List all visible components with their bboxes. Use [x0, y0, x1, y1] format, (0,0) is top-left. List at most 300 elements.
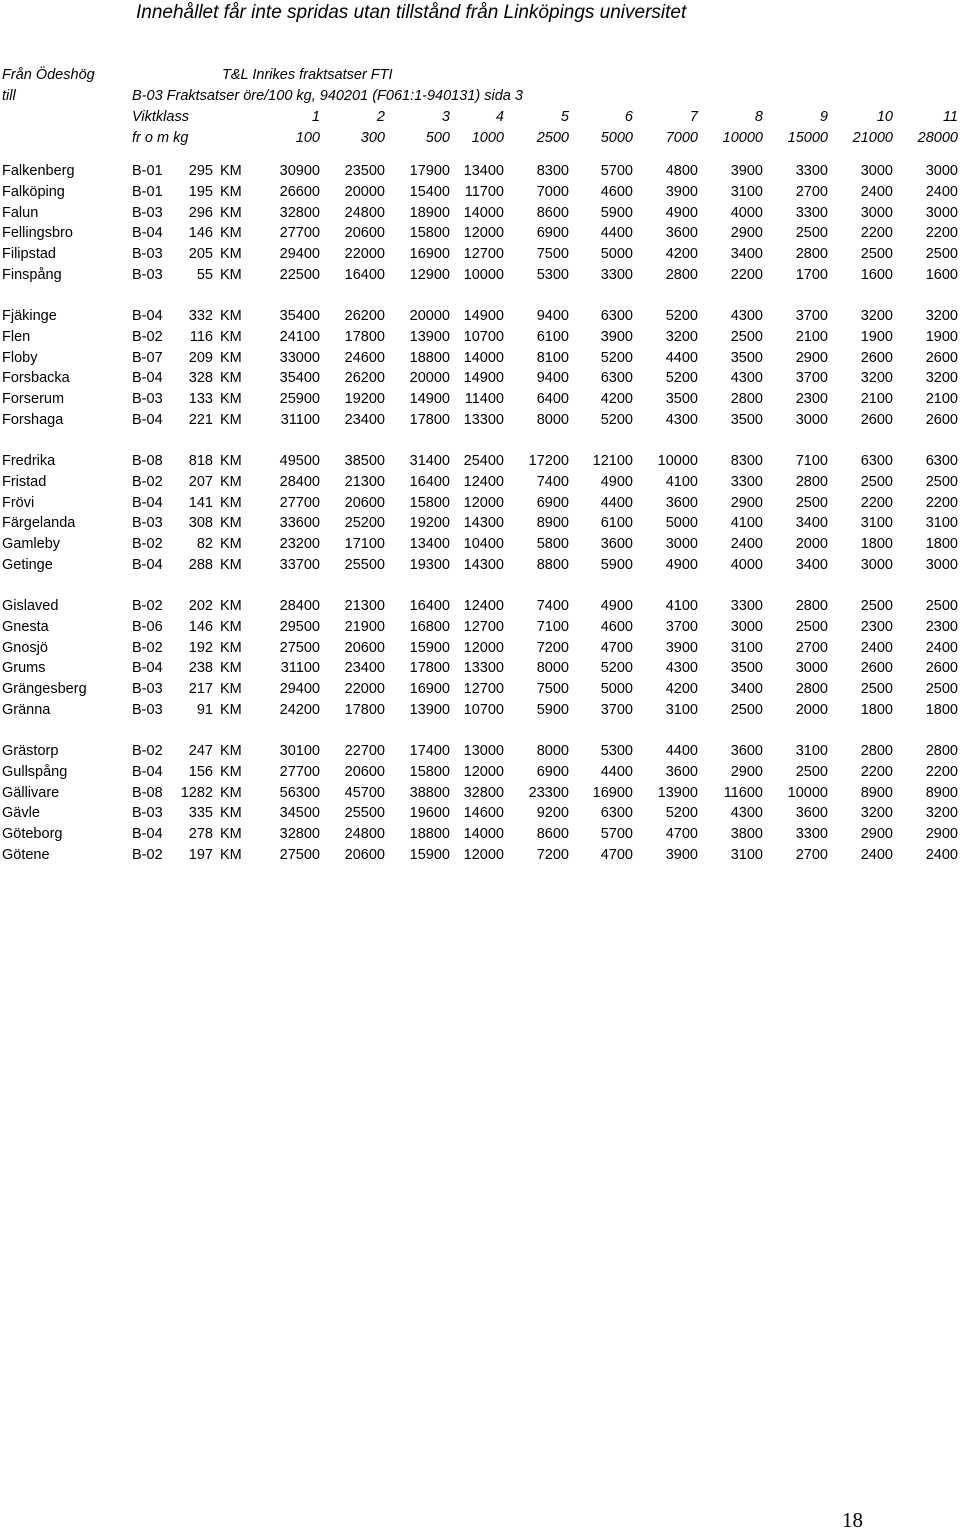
rate-cell-class-1: 29400	[279, 681, 320, 697]
unit-cell: KM	[220, 826, 242, 842]
distance-cell: 209	[188, 349, 213, 366]
rate-cell-class-2: 23400	[344, 660, 385, 677]
distance-cell: 247	[188, 743, 213, 759]
rate-cell-class-11: 2600	[925, 411, 958, 428]
rate-cell-class-11: 2400	[925, 183, 958, 200]
rate-cell-class-9: 7100	[795, 453, 828, 469]
rate-cell-class-7: 3600	[665, 225, 698, 242]
rate-cell-class-10: 1800	[860, 536, 893, 552]
rate-cell-class-8: 2800	[730, 391, 763, 407]
distance-cell: 278	[188, 826, 213, 842]
distance-cell: 288	[188, 556, 213, 573]
table-row	[0, 391, 960, 411]
rate-cell-class-2: 25200	[344, 515, 385, 532]
rate-cell-class-6: 12100	[592, 453, 633, 469]
rate-cell-class-2: 25500	[344, 805, 385, 822]
distance-cell: 82	[196, 536, 213, 552]
weight-threshold-1: 100	[295, 130, 320, 146]
rate-cell-class-7: 4900	[665, 204, 698, 221]
rate-cell-class-5: 8000	[536, 411, 569, 428]
zone-cell: B-01	[132, 183, 163, 200]
rate-cell-class-3: 18800	[409, 349, 450, 366]
zone-cell: B-02	[132, 639, 163, 656]
rate-cell-class-2: 21300	[344, 473, 385, 490]
unit-cell: KM	[220, 515, 242, 532]
destination-cell: Forshaga	[2, 411, 64, 428]
weight-threshold-6: 5000	[600, 130, 633, 146]
zone-cell: B-04	[132, 826, 163, 842]
rate-cell-class-1: 29400	[279, 246, 320, 262]
rate-cell-class-7: 4400	[665, 743, 698, 759]
rate-cell-class-2: 38500	[344, 453, 385, 469]
zone-cell: B-04	[132, 225, 163, 242]
distance-cell: 116	[189, 328, 213, 345]
rate-cell-class-10: 2400	[860, 846, 893, 863]
class-number-4: 4	[495, 109, 504, 125]
rate-cell-class-8: 3400	[730, 681, 763, 697]
rate-cell-class-3: 17800	[409, 411, 450, 428]
rate-cell-class-8: 3500	[730, 349, 763, 366]
table-row	[0, 225, 960, 245]
rate-cell-class-6: 4900	[600, 598, 633, 614]
rate-cell-class-3: 17400	[409, 743, 450, 759]
rate-cell-class-8: 3500	[730, 411, 763, 428]
rate-cell-class-4: 10400	[463, 536, 504, 552]
rate-cell-class-5: 7500	[536, 246, 569, 262]
rate-cell-class-1: 31100	[280, 411, 320, 428]
distance-cell: 141	[188, 494, 213, 511]
rate-cell-class-3: 15800	[409, 763, 450, 780]
rate-cell-class-4: 12000	[463, 846, 504, 863]
rate-cell-class-10: 2600	[860, 660, 893, 677]
rate-cell-class-1: 27700	[279, 763, 320, 780]
rate-cell-class-2: 23400	[344, 411, 385, 428]
rate-cell-class-9: 2900	[795, 349, 828, 366]
rate-cell-class-9: 3000	[795, 660, 828, 677]
rate-cell-class-9: 1700	[795, 266, 828, 283]
table-row	[0, 847, 960, 867]
rate-cell-class-11: 2300	[925, 618, 958, 635]
table-row	[0, 764, 960, 784]
unit-cell: KM	[220, 556, 242, 573]
rate-cell-class-11: 3000	[925, 163, 958, 179]
table-row	[0, 184, 960, 204]
rate-cell-class-10: 3100	[860, 515, 893, 532]
rate-cell-class-4: 12000	[463, 763, 504, 780]
rate-cell-class-9: 3300	[795, 826, 828, 842]
rate-cell-class-4: 10000	[463, 266, 504, 283]
rate-cell-class-5: 8900	[536, 515, 569, 532]
rate-cell-class-2: 25500	[344, 556, 385, 573]
class-number-8: 8	[754, 109, 763, 125]
rate-cell-class-1: 33700	[279, 556, 320, 573]
destination-cell: Falköping	[2, 183, 65, 200]
table-row	[0, 785, 960, 805]
rate-cell-class-9: 3400	[795, 556, 828, 573]
destination-cell: Filipstad	[2, 246, 56, 262]
rate-cell-class-3: 19200	[409, 515, 450, 532]
table-row	[0, 598, 960, 618]
rate-cell-class-5: 8000	[536, 743, 569, 759]
rate-cell-class-7: 4300	[665, 411, 698, 428]
rate-cell-class-3: 18900	[409, 204, 450, 221]
rate-cell-class-6: 3600	[600, 536, 633, 552]
weight-threshold-2: 300	[360, 130, 385, 146]
rate-cell-class-4: 14300	[463, 556, 504, 573]
rate-cell-class-11: 3100	[925, 515, 958, 532]
rate-cell-class-11: 6300	[925, 453, 958, 469]
rate-cell-class-6: 4700	[600, 846, 633, 863]
rate-cell-class-3: 15800	[409, 225, 450, 242]
rate-cell-class-7: 4100	[665, 598, 698, 614]
table-row	[0, 267, 960, 287]
rate-cell-class-3: 13900	[409, 701, 450, 718]
rate-cell-class-8: 4000	[730, 556, 763, 573]
rate-cell-class-9: 2700	[795, 846, 828, 863]
rate-cell-class-5: 6400	[536, 391, 569, 407]
destination-cell: Fjäkinge	[2, 308, 57, 324]
destination-cell: Färgelanda	[2, 515, 76, 532]
unit-cell: KM	[220, 494, 242, 511]
rate-cell-class-3: 38800	[409, 784, 450, 801]
rate-cell-class-9: 3600	[795, 805, 828, 822]
rate-cell-class-2: 20000	[344, 183, 385, 200]
rate-cell-class-6: 6300	[600, 805, 633, 822]
rate-cell-class-6: 5000	[600, 246, 633, 262]
zone-cell: B-04	[132, 763, 163, 780]
rate-cell-class-2: 26200	[344, 370, 385, 387]
rate-cell-class-11: 3000	[925, 556, 958, 573]
rate-cell-class-8: 3500	[730, 660, 763, 677]
zone-cell: B-02	[132, 328, 163, 345]
rate-cell-class-6: 4400	[600, 763, 633, 780]
rate-cell-class-9: 3300	[795, 204, 828, 221]
zone-cell: B-07	[132, 349, 163, 366]
class-number-6: 6	[624, 109, 633, 125]
distance-cell: 192	[188, 639, 213, 656]
rate-cell-class-4: 11400	[464, 391, 504, 407]
rate-cell-class-10: 2400	[860, 183, 893, 200]
rate-cell-class-10: 2400	[860, 639, 893, 656]
zone-cell: B-04	[132, 411, 163, 428]
table-row	[0, 515, 960, 535]
unit-cell: KM	[220, 370, 242, 387]
rate-cell-class-5: 9200	[536, 805, 569, 822]
rate-cell-class-9: 2800	[795, 681, 828, 697]
table-row	[0, 453, 960, 473]
rate-cell-class-4: 14300	[463, 515, 504, 532]
rate-cell-class-1: 33000	[279, 349, 320, 366]
rate-cell-class-9: 2500	[795, 225, 828, 242]
rate-cell-class-8: 2900	[730, 763, 763, 780]
rate-cell-class-6: 5200	[600, 411, 633, 428]
rate-cell-class-7: 4700	[665, 826, 698, 842]
rate-cell-class-10: 2500	[860, 681, 893, 697]
distance-cell: 207	[188, 473, 213, 490]
rate-cell-class-3: 20000	[409, 370, 450, 387]
unit-cell: KM	[220, 308, 242, 324]
rate-cell-class-8: 3300	[730, 598, 763, 614]
rate-cell-class-6: 6300	[600, 370, 633, 387]
distance-cell: 133	[188, 391, 213, 407]
rate-cell-class-8: 2900	[730, 225, 763, 242]
rate-cell-class-3: 16900	[409, 681, 450, 697]
rate-cell-class-3: 19300	[409, 556, 450, 573]
rate-cell-class-6: 5900	[600, 204, 633, 221]
distance-cell: 195	[188, 183, 213, 200]
rate-cell-class-10: 1900	[860, 328, 893, 345]
unit-cell: KM	[220, 349, 242, 366]
rate-cell-class-8: 2500	[730, 328, 763, 345]
rate-cell-class-3: 16900	[409, 246, 450, 262]
rate-cell-class-4: 32800	[463, 784, 504, 801]
zone-cell: B-04	[132, 370, 163, 387]
zone-cell: B-04	[132, 494, 163, 511]
rate-cell-class-11: 2400	[925, 639, 958, 656]
rate-cell-class-9: 2700	[795, 183, 828, 200]
rate-cell-class-3: 18800	[409, 826, 450, 842]
unit-cell: KM	[220, 784, 242, 801]
zone-cell: B-03	[132, 805, 163, 822]
rate-cell-class-7: 5200	[665, 370, 698, 387]
rate-cell-class-3: 31400	[409, 453, 450, 469]
zone-cell: B-03	[132, 681, 163, 697]
rate-cell-class-3: 12900	[409, 266, 450, 283]
rate-cell-class-3: 15900	[409, 846, 450, 863]
rate-cell-class-6: 3900	[600, 328, 633, 345]
zone-cell: B-03	[132, 515, 163, 532]
rate-cell-class-4: 13000	[463, 743, 504, 759]
rate-cell-class-4: 12700	[463, 246, 504, 262]
rate-cell-class-6: 3300	[600, 266, 633, 283]
destination-cell: Göteborg	[2, 826, 63, 842]
zone-cell: B-02	[132, 536, 163, 552]
rate-cell-class-8: 2200	[730, 266, 763, 283]
rate-cell-class-4: 14900	[463, 308, 504, 324]
table-row	[0, 660, 960, 680]
rate-cell-class-8: 4300	[730, 370, 763, 387]
rate-cell-class-11: 3200	[925, 308, 958, 324]
rate-cell-class-11: 2200	[925, 763, 958, 780]
rate-cell-class-10: 2600	[860, 349, 893, 366]
rate-cell-class-5: 8600	[536, 826, 569, 842]
rate-cell-class-6: 4400	[600, 494, 633, 511]
unit-cell: KM	[220, 660, 242, 677]
rate-cell-class-7: 4300	[665, 660, 698, 677]
unit-cell: KM	[220, 763, 242, 780]
rate-cell-class-9: 10000	[787, 784, 828, 801]
rate-cell-class-4: 12400	[463, 473, 504, 490]
rate-cell-class-4: 12700	[463, 681, 504, 697]
rate-cell-class-1: 27500	[279, 639, 320, 656]
zone-cell: B-03	[132, 246, 163, 262]
rate-cell-class-6: 5900	[600, 556, 633, 573]
rate-cell-class-11: 2200	[925, 494, 958, 511]
rate-cell-class-7: 3100	[665, 701, 698, 718]
rate-cell-class-3: 16400	[409, 598, 450, 614]
table-row	[0, 412, 960, 432]
rate-cell-class-11: 3200	[925, 370, 958, 387]
rate-cell-class-1: 28400	[279, 473, 320, 490]
rate-cell-class-10: 2100	[860, 391, 893, 407]
rate-cell-class-1: 27700	[279, 225, 320, 242]
rate-cell-class-10: 2800	[860, 743, 893, 759]
rate-cell-class-10: 2900	[860, 826, 893, 842]
weight-threshold-3: 500	[425, 130, 450, 146]
copyright-notice: Innehållet får inte spridas utan tillstånd från Linköpings universitet	[136, 2, 687, 23]
rate-cell-class-1: 23200	[279, 536, 320, 552]
rate-cell-class-10: 2500	[860, 473, 893, 490]
destination-cell: Fristad	[2, 473, 47, 490]
rate-cell-class-1: 29500	[279, 618, 320, 635]
rate-cell-class-3: 15900	[409, 639, 450, 656]
distance-cell: 328	[188, 370, 213, 387]
rate-cell-class-11: 2500	[925, 246, 958, 262]
rate-cell-class-4: 14000	[463, 826, 504, 842]
rate-cell-class-4: 14000	[463, 204, 504, 221]
class-number-10: 10	[876, 109, 893, 125]
rate-cell-class-1: 27500	[279, 846, 320, 863]
weight-from-label: fr o m kg	[132, 130, 189, 146]
rate-cell-class-10: 2200	[860, 225, 893, 242]
destination-cell: Falun	[2, 204, 39, 221]
rate-cell-class-7: 3200	[665, 328, 698, 345]
zone-cell: B-04	[132, 556, 163, 573]
rate-cell-class-11: 1900	[925, 328, 958, 345]
rate-cell-class-8: 3100	[730, 183, 763, 200]
rate-cell-class-11: 3200	[925, 805, 958, 822]
rate-cell-class-7: 4200	[665, 246, 698, 262]
rate-cell-class-3: 16400	[409, 473, 450, 490]
rate-cell-class-9: 3400	[795, 515, 828, 532]
rate-cell-class-11: 1600	[925, 266, 958, 283]
rate-cell-class-7: 3600	[665, 494, 698, 511]
rate-cell-class-1: 27700	[279, 494, 320, 511]
zone-cell: B-02	[132, 846, 163, 863]
zone-cell: B-01	[132, 163, 163, 179]
destination-cell: Flen	[2, 328, 31, 345]
rate-cell-class-4: 12000	[463, 494, 504, 511]
rate-cell-class-4: 12000	[463, 639, 504, 656]
rate-cell-class-1: 32800	[279, 204, 320, 221]
rate-cell-class-9: 2800	[795, 598, 828, 614]
rate-cell-class-6: 5200	[600, 660, 633, 677]
destination-cell: Fredrika	[2, 453, 56, 469]
rate-cell-class-9: 2300	[795, 391, 828, 407]
rate-cell-class-2: 20600	[344, 225, 385, 242]
distance-cell: 818	[188, 453, 213, 469]
rate-cell-class-1: 49500	[279, 453, 320, 469]
rate-cell-class-11: 2800	[925, 743, 958, 759]
distance-cell: 295	[188, 163, 213, 179]
rate-cell-class-2: 16400	[344, 266, 385, 283]
rate-cell-class-1: 35400	[279, 370, 320, 387]
destination-cell: Götene	[2, 846, 50, 863]
table-row	[0, 205, 960, 225]
rate-cell-class-10: 2200	[860, 763, 893, 780]
rate-cell-class-5: 7200	[536, 846, 569, 863]
distance-cell: 308	[188, 515, 213, 532]
class-number-9: 9	[819, 109, 828, 125]
rate-cell-class-5: 8600	[536, 204, 569, 221]
unit-cell: KM	[220, 453, 242, 469]
destination-cell: Grängesberg	[2, 681, 87, 697]
rate-cell-class-7: 2800	[665, 266, 698, 283]
rate-cell-class-7: 3000	[665, 536, 698, 552]
rate-cell-class-7: 4100	[665, 473, 698, 490]
rate-cell-class-8: 4300	[730, 805, 763, 822]
table-row	[0, 702, 960, 722]
unit-cell: KM	[220, 266, 242, 283]
rate-cell-class-9: 2000	[795, 536, 828, 552]
rate-cell-class-6: 3700	[600, 701, 633, 718]
weight-threshold-8: 10000	[722, 130, 763, 146]
destination-cell: Floby	[2, 349, 38, 366]
rate-cell-class-10: 3200	[860, 308, 893, 324]
rate-cell-class-6: 5200	[600, 349, 633, 366]
rate-cell-class-9: 3100	[795, 743, 828, 759]
rate-cell-class-6: 4600	[600, 618, 633, 635]
rate-cell-class-7: 4800	[665, 163, 698, 179]
rate-cell-class-2: 45700	[344, 784, 385, 801]
table-row	[0, 536, 960, 556]
unit-cell: KM	[220, 225, 242, 242]
zone-cell: B-02	[132, 598, 163, 614]
origin-label: Från Ödeshög	[2, 67, 95, 83]
distance-cell: 202	[188, 598, 213, 614]
rate-cell-class-9: 3700	[795, 308, 828, 324]
rate-cell-class-9: 2800	[795, 473, 828, 490]
unit-cell: KM	[220, 701, 242, 718]
rate-cell-class-4: 10700	[463, 701, 504, 718]
distance-cell: 146	[188, 618, 213, 635]
rate-cell-class-5: 5900	[536, 701, 569, 718]
rate-cell-class-4: 25400	[463, 453, 504, 469]
rate-cell-class-8: 3400	[730, 246, 763, 262]
rate-cell-class-5: 6900	[536, 225, 569, 242]
rate-cell-class-4: 12400	[463, 598, 504, 614]
rate-cell-class-1: 31100	[280, 660, 320, 677]
unit-cell: KM	[220, 183, 242, 200]
rate-cell-class-8: 2400	[730, 536, 763, 552]
rate-cell-class-4: 11700	[464, 183, 504, 200]
rate-cell-class-10: 2500	[860, 246, 893, 262]
rate-cell-class-7: 10000	[657, 453, 698, 469]
rate-cell-class-1: 32800	[279, 826, 320, 842]
distance-cell: 335	[188, 805, 213, 822]
rate-cell-class-10: 2600	[860, 411, 893, 428]
unit-cell: KM	[220, 618, 242, 635]
weight-threshold-5: 2500	[536, 130, 569, 146]
rate-cell-class-5: 5800	[536, 536, 569, 552]
rate-cell-class-5: 23300	[528, 784, 569, 801]
rate-cell-class-10: 6300	[860, 453, 893, 469]
rate-cell-class-9: 2800	[795, 246, 828, 262]
rate-cell-class-8: 3900	[730, 163, 763, 179]
rate-cell-class-9: 2100	[795, 328, 828, 345]
rate-cell-class-7: 3500	[665, 391, 698, 407]
rate-cell-class-11: 2900	[925, 826, 958, 842]
rate-cell-class-11: 2400	[925, 846, 958, 863]
rate-cell-class-2: 20600	[344, 494, 385, 511]
rate-cell-class-4: 13400	[463, 163, 504, 179]
table-row	[0, 743, 960, 763]
rate-cell-class-7: 5200	[665, 805, 698, 822]
destination-cell: Forsbacka	[2, 370, 70, 387]
rate-cell-class-6: 5700	[600, 163, 633, 179]
rate-cell-class-6: 4400	[600, 225, 633, 242]
rate-cell-class-1: 35400	[279, 308, 320, 324]
